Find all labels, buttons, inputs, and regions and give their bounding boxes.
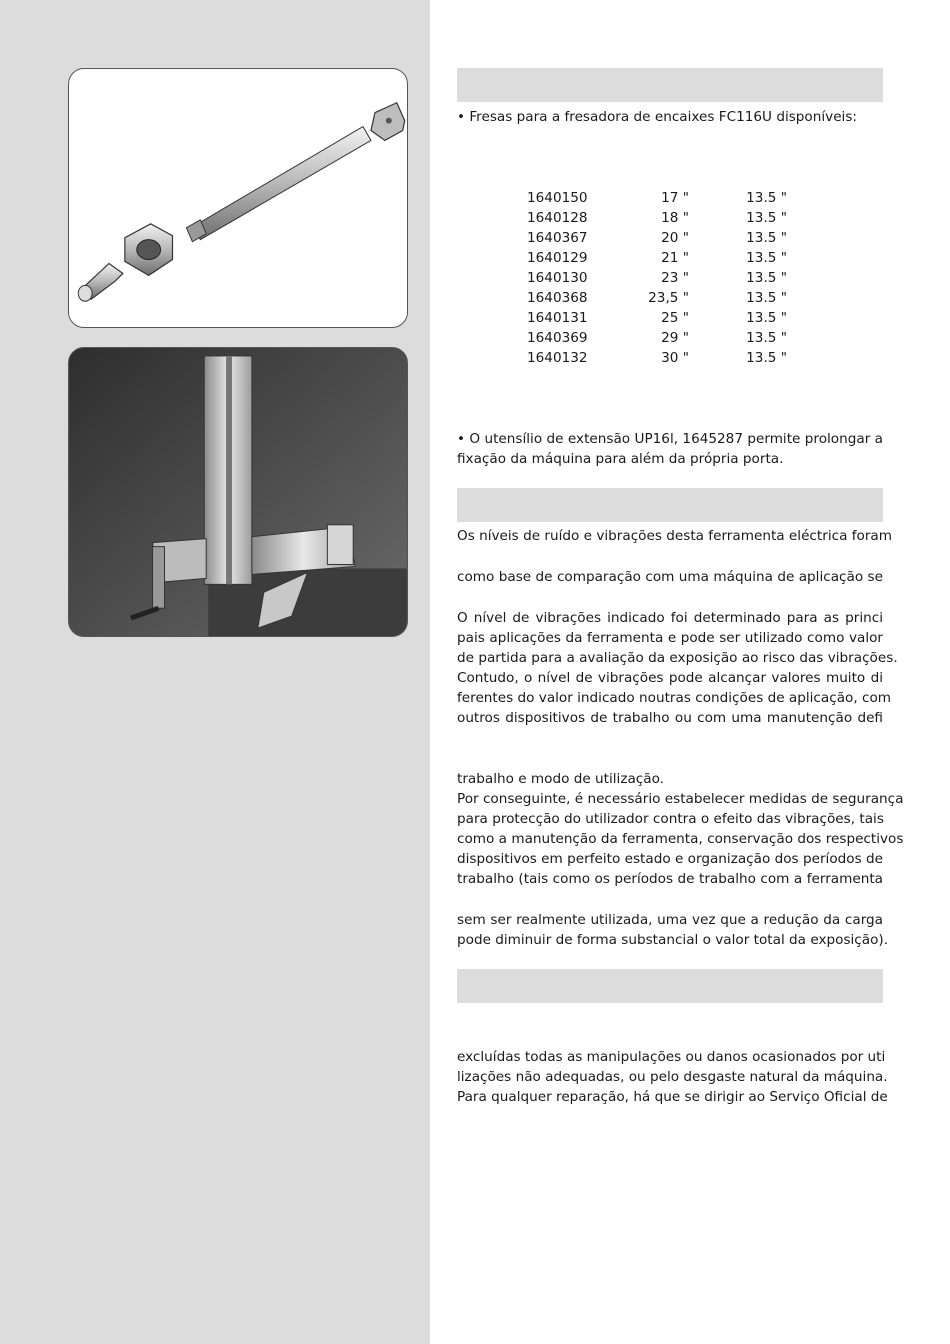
table-row	[527, 188, 827, 208]
part-code: 1640128	[527, 210, 588, 226]
noise-text-line: como base de comparação com uma máquina de aplicação se	[457, 569, 883, 585]
part-code: 1640150	[527, 190, 588, 206]
extension-bullet-line: • O utensílio de extensão UP16l, 1645287 permite prolongar a	[457, 431, 883, 447]
part-code: 1640129	[527, 250, 588, 266]
part-length: 13.5 "	[746, 210, 787, 226]
noise-text-line: Contudo, o nível de vibrações pode alcançar valores muito di	[457, 670, 883, 686]
part-length: 13.5 "	[746, 350, 787, 366]
noise-text-line: Os níveis de ruído e vibrações desta ferramenta eléctrica foram	[457, 528, 892, 544]
part-length: 13.5 "	[746, 270, 787, 286]
part-diameter: 20 "	[661, 230, 689, 246]
part-length: 13.5 "	[746, 330, 787, 346]
router-bits-table	[527, 188, 827, 368]
part-length: 13.5 "	[746, 250, 787, 266]
section-header-bar-2	[457, 488, 883, 522]
table-row	[527, 268, 827, 288]
part-length: 13.5 "	[746, 290, 787, 306]
noise-text-line: ferentes do valor indicado noutras condições de aplicação, com	[457, 690, 892, 706]
noise-text-line: sem ser realmente utilizada, uma vez que a redução da carga	[457, 912, 883, 928]
warranty-text-line: Para qualquer reparação, há que se dirigir ao Serviço Oficial de	[457, 1089, 888, 1105]
part-code: 1640131	[527, 310, 588, 326]
part-diameter: 18 "	[661, 210, 689, 226]
part-diameter: 23,5 "	[648, 290, 689, 306]
noise-text-line: O nível de vibrações indicado foi determinado para as princi	[457, 610, 883, 626]
part-code: 1640368	[527, 290, 588, 306]
noise-text-line: trabalho e modo de utilização.	[457, 771, 665, 787]
section-header-bar-3	[457, 969, 883, 1003]
warranty-text-line: lizações não adequadas, ou pelo desgaste natural da máquina.	[457, 1069, 888, 1085]
table-row	[527, 228, 827, 248]
router-bits-bullet: • Fresas para a fresadora de encaixes FC116U disponíveis:	[457, 109, 857, 125]
noise-text-line: trabalho (tais como os períodos de trabalho com a ferramenta	[457, 871, 883, 887]
part-length: 13.5 "	[746, 190, 787, 206]
extension-tool-photo	[68, 347, 408, 637]
part-diameter: 21 "	[661, 250, 689, 266]
part-diameter: 25 "	[661, 310, 689, 326]
noise-text-line: dispositivos em perfeito estado e organização dos períodos de	[457, 851, 883, 867]
part-code: 1640130	[527, 270, 588, 286]
extension-bullet-line: fixação da máquina para além da própria porta.	[457, 451, 784, 467]
table-row	[527, 208, 827, 228]
noise-text-line: outros dispositivos de trabalho ou com uma manutenção defi	[457, 710, 883, 726]
warranty-text-line: excluídas todas as manipulações ou danos ocasionados por uti	[457, 1049, 886, 1065]
part-diameter: 17 "	[661, 190, 689, 206]
noise-text-line: como a manutenção da ferramenta, conservação dos respectivos	[457, 831, 904, 847]
table-row	[527, 328, 827, 348]
table-row	[527, 348, 827, 368]
part-code: 1640367	[527, 230, 588, 246]
part-diameter: 23 "	[661, 270, 689, 286]
part-diameter: 29 "	[661, 330, 689, 346]
section-header-bar-1	[457, 68, 883, 102]
part-length: 13.5 "	[746, 310, 787, 326]
noise-text-line: pais aplicações da ferramenta e pode ser utilizado como valor	[457, 630, 883, 646]
part-code: 1640369	[527, 330, 588, 346]
noise-text-line: Por conseguinte, é necessário estabelecer medidas de segurança	[457, 791, 904, 807]
part-length: 13.5 "	[746, 230, 787, 246]
noise-text-line: para protecção do utilizador contra o efeito das vibrações, tais	[457, 811, 884, 827]
table-row	[527, 248, 827, 268]
noise-text-line: pode diminuir de forma substancial o valor total da exposição).	[457, 932, 889, 948]
part-code: 1640132	[527, 350, 588, 366]
table-row	[527, 308, 827, 328]
noise-text-line: de partida para a avaliação da exposição ao risco das vibrações.	[457, 650, 898, 666]
table-row	[527, 288, 827, 308]
part-diameter: 30 "	[661, 350, 689, 366]
cutter-parts-illustration	[68, 68, 408, 328]
